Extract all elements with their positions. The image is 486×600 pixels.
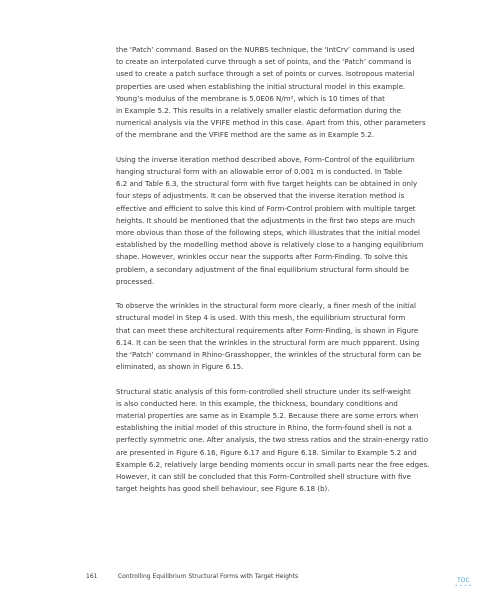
text-line: processed. bbox=[116, 276, 155, 286]
text-line: Example 6.2, relatively large bending moments occur in small parts near the free edges. bbox=[116, 459, 430, 469]
text-line: of the membrane and the VFIFE method are the same as in Example 5.2. bbox=[116, 130, 375, 140]
text-line: hanging structural form with an allowable error of 0.001 m is conducted. In Table bbox=[116, 167, 402, 177]
text-line: four steps of adjustments. It can be observed that the inverse iteration method is bbox=[116, 191, 405, 201]
body-text bbox=[116, 44, 434, 508]
text-line: numerical analysis via the VFIFE method in this case. Apart from this, other parameters bbox=[116, 118, 426, 128]
text-line: establishing the initial model of this structure in Rhino, the form-found shell is not a bbox=[116, 423, 412, 433]
text-line: target heights has good shell behaviour, see Figure 6.18 (b). bbox=[116, 484, 330, 494]
toc-dots-icon: • • • • bbox=[455, 583, 472, 588]
text-line: is also conducted here. In this example, the thickness, boundary conditions and bbox=[116, 398, 398, 408]
text-line: problem, a secondary adjustment of the final equilibrium structural form should be bbox=[116, 264, 409, 274]
text-line: effective and efficient to solve this kind of Form-Control problem with multiple target bbox=[116, 203, 416, 213]
text-line: perfectly symmetric one. After analysis, the two stress ratios and the strain-energy ratio bbox=[116, 435, 429, 445]
toc-label: TOC bbox=[457, 577, 470, 584]
text-line: Using the inverse iteration method described above, Form-Control of the equilibrium bbox=[116, 154, 415, 164]
paragraph-1 bbox=[116, 44, 434, 142]
page-footer bbox=[86, 573, 298, 580]
text-line: heights. It should be mentioned that the adjustments in the first two steps are much bbox=[116, 215, 415, 225]
text-line: Young’s modulus of the membrane is 5.0E06 N/m², which is 10 times of that bbox=[116, 93, 385, 103]
paragraph-4 bbox=[116, 386, 434, 496]
text-line: that can meet these architectural requirements after Form-Finding, is shown in Figure bbox=[116, 325, 419, 335]
text-line: Structural static analysis of this form-controlled shell structure under its self-weight bbox=[116, 386, 411, 396]
text-line: To observe the wrinkles in the structural form more clearly, a finer mesh of the initial bbox=[116, 301, 416, 311]
text-line: the ‘Patch’ command in Rhino-Grasshopper, the wrinkles of the structural form can be bbox=[116, 350, 422, 360]
text-line: the ‘Patch’ command. Based on the NURBS technique, the ‘IntCrv’ command is used bbox=[116, 45, 415, 54]
text-line: However, it can still be concluded that this Form-Controlled shell structure with five bbox=[116, 472, 411, 482]
text-line: eliminated, as shown in Figure 6.15. bbox=[116, 362, 244, 372]
text-line: used to create a patch surface through a set of points or curves. Isotropous material bbox=[116, 69, 415, 79]
text-line: structural model in Step 4 is used. With this mesh, the equilibrium structural form bbox=[116, 313, 406, 323]
text-line: in Example 5.2. This results in a relatively smaller elastic deformation during the bbox=[116, 106, 402, 116]
text-line: are presented in Figure 6.16, Figure 6.17 and Figure 6.18. Similar to Example 5.2 and bbox=[116, 447, 417, 457]
page-number: 161 bbox=[86, 573, 98, 580]
text-line: material properties are same as in Example 5.2. Because there are some errors when bbox=[116, 411, 419, 421]
text-line: more obvious than those of the following steps, which illustrates that the initial model bbox=[116, 228, 420, 238]
toc-link[interactable] bbox=[455, 577, 472, 588]
text-line: properties are used when establishing the initial structural model in this example. bbox=[116, 81, 406, 91]
text-line: to create an interpolated curve through a set of points, and the ‘Patch’ command is bbox=[116, 57, 412, 67]
text-line: established by the modelling method above is relatively close to a hanging equilibrium bbox=[116, 240, 424, 250]
text-line: 6.14. It can be seen that the wrinkles in the structural form are much ppparent. Using bbox=[116, 337, 420, 347]
text-line: shape. However, wrinkles occur near the supports after Form-Finding. To solve this bbox=[116, 252, 408, 262]
paragraph-2 bbox=[116, 154, 434, 288]
text-line: 6.2 and Table 6.3, the structural form with five target heights can be obtained in only bbox=[116, 179, 418, 189]
paragraph-3 bbox=[116, 300, 434, 373]
running-title: Controlling Equilibrium Structural Forms with Target Heights bbox=[117, 573, 299, 580]
